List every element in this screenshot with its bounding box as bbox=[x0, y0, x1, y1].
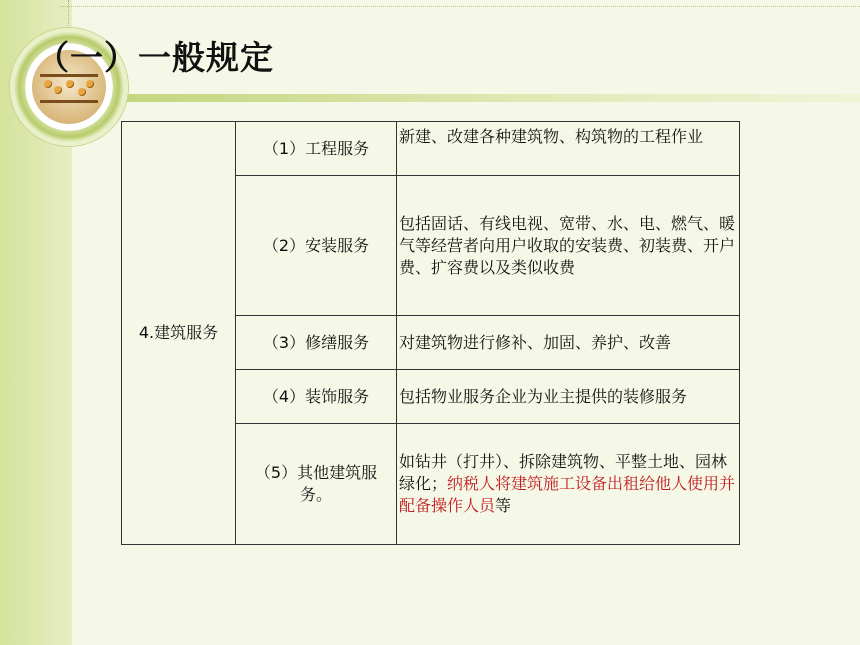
header-band bbox=[120, 94, 860, 102]
service-desc: 包括物业服务企业为业主提供的装修服务 bbox=[397, 370, 740, 424]
desc-text: 如钻井（打井）、拆除建筑物、平整土地、园林绿化； bbox=[399, 452, 728, 493]
abacus-bead bbox=[54, 86, 62, 94]
service-label: （5）其他建筑服务。 bbox=[236, 424, 397, 545]
abacus-bead bbox=[78, 88, 86, 96]
top-dotted-line bbox=[60, 6, 860, 8]
service-label: （3）修缮服务 bbox=[236, 316, 397, 370]
desc-text-end: 等 bbox=[495, 496, 512, 515]
page-title: （一）一般规定 bbox=[36, 38, 274, 77]
abacus-bead bbox=[86, 80, 94, 88]
service-desc: 包括固话、有线电视、宽带、水、电、燃气、暖气等经营者向用户收取的安装费、初装费、开户费、扩容费以及类似收费 bbox=[397, 176, 740, 316]
highlighted-text: 纳税人将建筑施工设备出租给他人使用并配备操作人员 bbox=[399, 474, 736, 515]
category-cell: 4.建筑服务 bbox=[122, 122, 236, 545]
table-row bbox=[122, 122, 740, 176]
construction-services-table bbox=[121, 121, 740, 545]
service-desc: 新建、改建各种建筑物、构筑物的工程作业 bbox=[397, 122, 740, 176]
service-label: （2）安装服务 bbox=[236, 176, 397, 316]
service-label: （1）工程服务 bbox=[236, 122, 397, 176]
abacus-bead bbox=[66, 80, 74, 88]
abacus-bead bbox=[44, 80, 52, 88]
abacus-rod bbox=[40, 100, 98, 103]
service-desc bbox=[397, 424, 740, 545]
service-desc: 对建筑物进行修补、加固、养护、改善 bbox=[397, 316, 740, 370]
service-label: （4）装饰服务 bbox=[236, 370, 397, 424]
